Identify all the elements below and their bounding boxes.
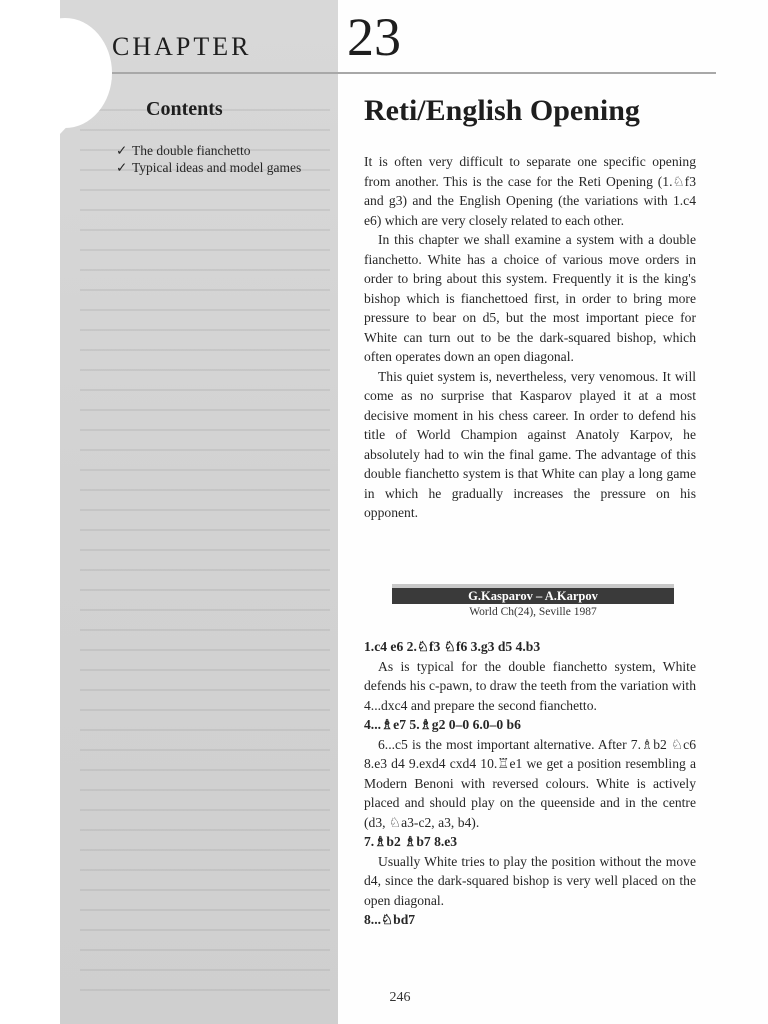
contents-item-text: The double fianchetto: [132, 143, 251, 158]
intro-text: [364, 152, 696, 523]
header-rule: [112, 72, 716, 74]
annotation-paragraph: As is typical for the double fianchetto system, White defends his c-pawn, to draw the teeth from the variation with 4...dxc4 and prepare the second fianchetto.: [364, 658, 696, 713]
move-line: 4...♗e7 5.♗g2 0–0 6.0–0 b6: [364, 717, 521, 732]
contents-list: [116, 142, 316, 176]
contents-item-text: Typical ideas and model games: [132, 160, 302, 175]
checkmark-icon: ✓: [116, 143, 128, 158]
bleed-through-texture: [80, 95, 330, 995]
annotation-paragraph: 6...c5 is the most important alternative. After 7.♗b2 ♘c6 8.e3 d4 9.exd4 cxd4 10.♖e1 we get a position resembling a Modern Benoni with reversed colours. White is actively placed and should play on the queenside and in the centre (d3, ♘a3-c2, a3, b4).: [364, 736, 696, 830]
chapter-tab-arrow-icon: [60, 24, 112, 134]
checkmark-icon: ✓: [116, 160, 128, 175]
annotation-paragraph: Usually White tries to play the position without the move d4, since the dark-squared bishop is very well placed on the open diagonal.: [364, 853, 696, 908]
contents-title: Contents: [146, 98, 223, 120]
chapter-number: 23: [347, 7, 401, 67]
game-annotation: [364, 637, 696, 930]
move-line: 1.c4 e6 2.♘f3 ♘f6 3.g3 d5 4.b3: [364, 639, 541, 654]
page-margin: [0, 0, 60, 1024]
intro-paragraph: It is often very difficult to separate one specific opening from another. This is the case for the Reti Opening (1.♘f3 and g3) and the English Opening (the variations with 1.c4 e6) which are very closely related to each other.: [364, 154, 696, 228]
contents-item: [116, 142, 316, 159]
move-line: 7.♗b2 ♗b7 8.e3: [364, 834, 458, 849]
page-number: 246: [389, 990, 411, 1005]
game-event: World Ch(24), Seville 1987: [469, 606, 597, 618]
move-line: 8...♘bd7: [364, 912, 416, 927]
intro-paragraph: In this chapter we shall examine a system with a double fianchetto. White has a choice of various move orders in order to bring about this system. Frequently it is the king's bishop which is fianchettoed first, in order to bring more pressure to bear on d5, but the most important piece for White can turn out to be the dark-squared bishop, which often operates down an open diagonal.: [364, 232, 696, 364]
game-header: G.Kasparov – A.Karpov: [392, 588, 674, 604]
chapter-label: CHAPTER: [112, 32, 252, 61]
intro-paragraph: This quiet system is, nevertheless, very venomous. It will come as no surprise that Kasparov played it at a most decisive moment in his chess career. In order to defend his title of World Champion against Anatoly Karpov, he absolutely had to win the final game. The advantage of this double fianchetto system is that White can play a long game in which he gradually increases the pressure on his opponent.: [364, 368, 696, 520]
contents-item: [116, 159, 316, 176]
page-title: Reti/English Opening: [364, 94, 640, 127]
